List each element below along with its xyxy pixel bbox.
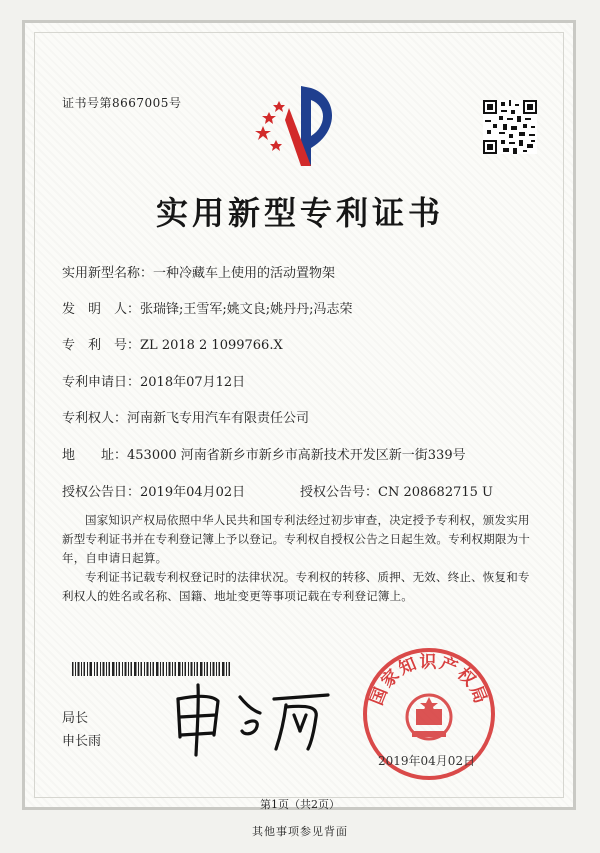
certificate-number: 证书号第8667005号	[62, 96, 182, 110]
qr-code-icon	[483, 100, 537, 154]
handwritten-signature-icon	[168, 677, 338, 757]
cnipa-logo-icon	[255, 78, 345, 170]
signatory-role: 局长	[62, 711, 89, 726]
grant-date-row	[62, 481, 245, 500]
inventor-label: 发 明 人：	[62, 302, 141, 317]
seal-date: 2019年04月02日	[378, 754, 476, 768]
grant-number-row	[300, 481, 493, 500]
patentee-label: 专利权人：	[62, 411, 128, 426]
inventor-value: 张瑞锋;王雪军;姚文良;姚丹丹;冯志荣	[140, 302, 353, 317]
signatory-name: 申长雨	[62, 734, 102, 749]
address-row	[62, 444, 466, 463]
grant-number-label: 授权公告号：	[300, 485, 379, 500]
grant-date-label: 授权公告日：	[62, 485, 141, 500]
grant-number-value: CN 208682715 U	[378, 485, 493, 500]
filing-date-label: 专利申请日：	[62, 375, 141, 390]
utility-model-name-label: 实用新型名称：	[62, 266, 154, 281]
address-value: 453000 河南省新乡市新乡市高新技术开发区新一街339号	[127, 448, 466, 463]
barcode-icon	[72, 662, 232, 676]
patentee-row	[62, 407, 309, 426]
patent-number-row	[62, 334, 283, 353]
footer-note: 其他事项参见背面	[252, 825, 348, 838]
filing-date-value: 2018年07月12日	[140, 375, 246, 390]
utility-model-name-row	[62, 262, 335, 281]
grant-date-value: 2019年04月02日	[140, 485, 246, 500]
patent-number-value: ZL 2018 2 1099766.X	[140, 338, 283, 353]
page-number: 第1页（共2页）	[260, 798, 340, 811]
legal-status-paragraph: 专利证书记载专利权登记时的法律状况。专利权的转移、质押、无效、终止、恢复和专利权人的姓名或名称、国籍、地址变更等事项记载在专利登记簿上。	[62, 570, 530, 603]
grant-statement-paragraph: 国家知识产权局依照中华人民共和国专利法经过初步审查，决定授予专利权，颁发实用新型专利证书并在专利登记簿上予以登记。专利权自授权公告之日起生效。专利权期限为十年，自申请日起算。	[62, 513, 530, 565]
filing-date-row	[62, 371, 245, 390]
utility-model-name-value: 一种冷藏车上使用的活动置物架	[153, 266, 336, 281]
seal-text: 国家知识产权局	[366, 652, 492, 709]
certificate-title: 实用新型专利证书	[155, 194, 444, 232]
patent-number-label: 专 利 号：	[62, 338, 141, 353]
address-label: 地 址：	[62, 448, 128, 463]
inventor-row	[62, 298, 353, 317]
patentee-value: 河南新飞专用汽车有限责任公司	[127, 411, 310, 426]
